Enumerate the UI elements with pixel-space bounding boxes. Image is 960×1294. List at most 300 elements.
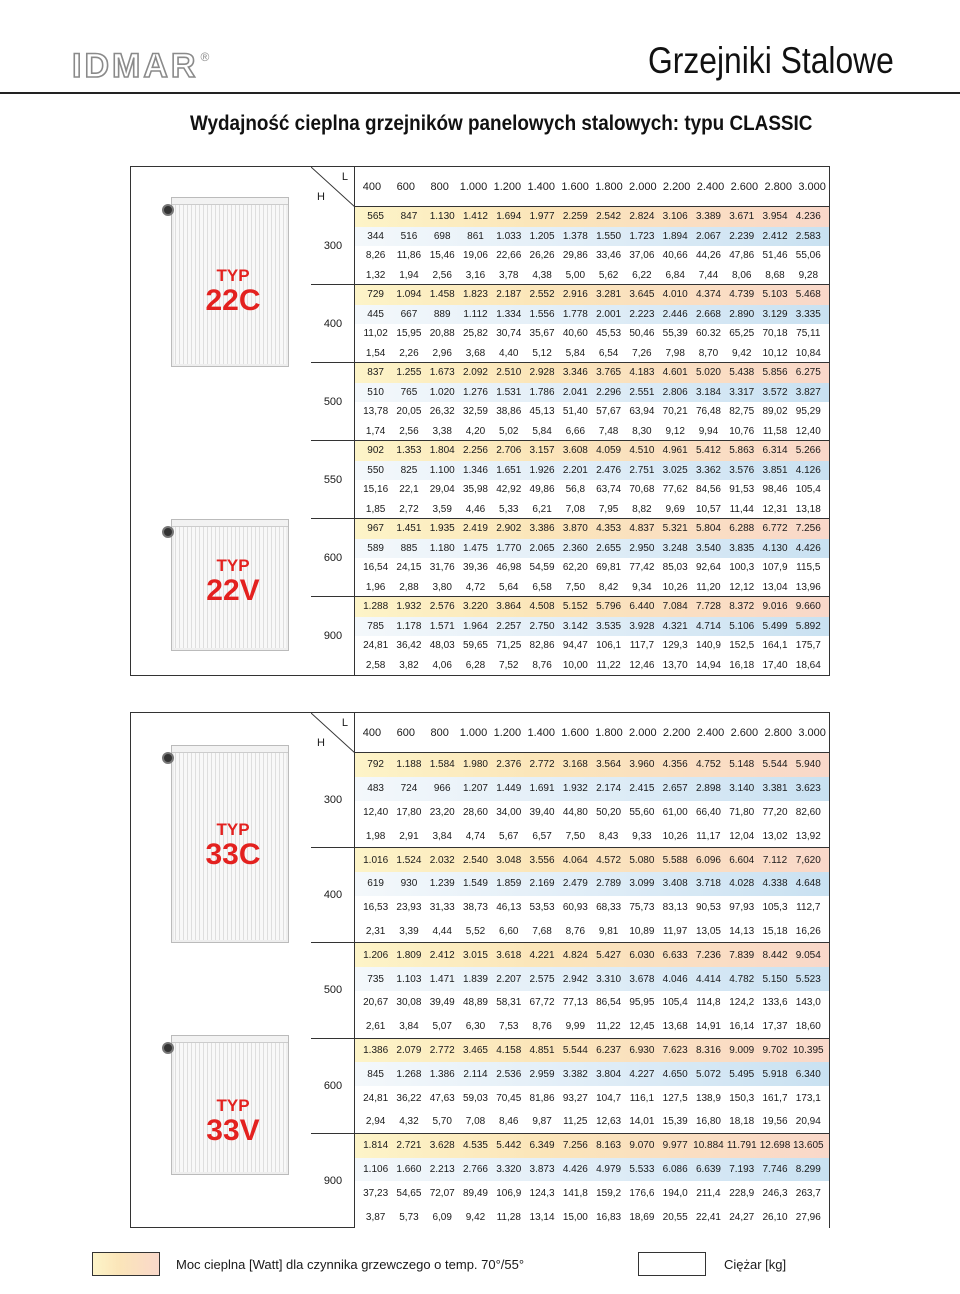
table-cell: 2.959: [529, 1068, 555, 1080]
weight-row: [355, 656, 829, 676]
table-cell: 150,3: [729, 1092, 755, 1104]
table-cell: 4.356: [662, 759, 688, 771]
table-cell: 2.536: [496, 1068, 522, 1080]
type-images-column: [131, 713, 311, 1227]
table-cell: 55,06: [795, 250, 821, 262]
type-code: 22V: [206, 574, 260, 607]
table-cell: 6,57: [532, 830, 552, 842]
table-cell: 1,32: [365, 269, 386, 281]
table-cell: 141,8: [562, 1187, 588, 1199]
table-cell: 19,06: [462, 250, 488, 262]
table-cell: 785: [367, 620, 384, 632]
table-cell: 11,17: [696, 830, 721, 842]
table-cell: 5,67: [499, 830, 519, 842]
table-cell: 8,30: [632, 425, 652, 437]
table-cell: 7,08: [565, 503, 586, 515]
table-cell: 1.276: [462, 386, 488, 398]
table-cell: 6.275: [795, 367, 821, 379]
table-cell: 4.010: [662, 289, 688, 301]
table-cell: 1.932: [396, 601, 422, 613]
table-cell: 56,8: [565, 484, 586, 496]
table-cell: 1.103: [396, 973, 422, 985]
heat-output-row: [355, 848, 829, 872]
table-cell: 1.100: [429, 464, 455, 476]
table-cell: 138,9: [695, 1092, 721, 1104]
height-column: [311, 207, 355, 675]
table-cell: 3.382: [562, 1068, 588, 1080]
table-cell: 7,68: [532, 925, 552, 937]
table-cell: 45,13: [529, 406, 555, 418]
heat-output-row: [355, 777, 829, 801]
table-cell: 2.419: [462, 523, 488, 535]
length-header-cell: 1.200: [493, 180, 522, 193]
table-cell: 3.317: [729, 386, 755, 398]
table-cell: 2.751: [629, 464, 655, 476]
table-cell: 516: [400, 230, 418, 242]
table-cell: 31,33: [429, 902, 455, 914]
table-cell: 15,00: [562, 1211, 588, 1223]
height-cell: 300: [311, 207, 355, 285]
table-cell: 4.183: [629, 367, 655, 379]
table-cell: 2,96: [432, 347, 452, 359]
table-cell: 36,42: [396, 640, 422, 652]
table-cell: 5.148: [729, 759, 755, 771]
weight-row: [355, 896, 829, 920]
table-cell: 2.928: [529, 367, 555, 379]
table-cell: 228,9: [729, 1187, 755, 1199]
table-cell: 6,60: [499, 925, 519, 937]
table-cell: 8,76: [565, 925, 586, 937]
table-cell: 5.438: [729, 367, 755, 379]
heat-output-row: [355, 305, 829, 325]
table-cell: 2.239: [729, 230, 755, 242]
table-cell: 72,07: [429, 1187, 455, 1199]
type-code: 22C: [205, 284, 261, 317]
table-cell: 44,80: [562, 806, 588, 818]
table-cell: 344: [367, 230, 384, 242]
table-cell: 1.412: [462, 211, 488, 223]
table-cell: 5.150: [762, 973, 788, 985]
table-cell: 3.623: [795, 783, 821, 795]
table-cell: 847: [400, 211, 418, 223]
type-label-33c: [163, 821, 303, 870]
table-cell: 2.223: [629, 308, 655, 320]
table-cell: 1.268: [396, 1068, 422, 1080]
table-cell: 81,86: [529, 1092, 555, 1104]
table-cell: 4,38: [532, 269, 552, 281]
table-cell: 47,63: [429, 1092, 455, 1104]
table-cell: 83,13: [662, 902, 688, 914]
table-cell: 5.427: [596, 949, 622, 961]
height-cell: 300: [311, 753, 355, 848]
corner-header: [311, 713, 355, 753]
table-cell: 2.067: [695, 230, 721, 242]
table-cell: 1.353: [396, 445, 422, 457]
table-cell: 3,80: [432, 581, 452, 593]
table-cell: 97,93: [729, 902, 755, 914]
table-cell: 2.824: [629, 211, 655, 223]
table-cell: 1.178: [396, 620, 422, 632]
table-cell: 6,21: [532, 503, 552, 515]
table-cell: 930: [400, 878, 418, 890]
table-cell: 20,88: [429, 328, 455, 340]
table-cell: 2.766: [462, 1163, 488, 1175]
table-cell: 10,00: [562, 659, 588, 671]
table-cell: 58,31: [496, 997, 522, 1009]
table-cell: 67,72: [529, 997, 555, 1009]
table-cell: 3.873: [529, 1163, 555, 1175]
table-cell: 7.623: [662, 1044, 688, 1056]
table-cell: 2.446: [662, 308, 688, 320]
heat-output-row: [355, 461, 829, 481]
table-cell: 4.028: [729, 878, 755, 890]
table-cell: 6.772: [762, 523, 788, 535]
table-cell: 3.851: [762, 464, 788, 476]
table-cell: 23,20: [429, 806, 455, 818]
table-cell: 15,46: [429, 250, 455, 262]
table-cell: 5.940: [795, 759, 821, 771]
table-cell: 5.080: [629, 854, 655, 866]
table-cell: 22,66: [496, 250, 522, 262]
length-header-cell: 1.200: [493, 726, 522, 739]
table-cell: 1.778: [562, 308, 588, 320]
table-cell: 619: [367, 878, 384, 890]
table-cell: 176,6: [629, 1187, 655, 1199]
table-cell: 9.016: [762, 601, 788, 613]
table-cell: 10.884: [693, 1140, 724, 1152]
table-cell: 116,1: [629, 1092, 655, 1104]
table-cell: 15,18: [762, 925, 788, 937]
table-cell: 1.571: [429, 620, 455, 632]
table-cell: 63,94: [629, 406, 655, 418]
table-cell: 2.187: [496, 289, 522, 301]
heat-output-row: [355, 943, 829, 967]
table-cell: 5.892: [795, 620, 821, 632]
table-cell: 2.750: [529, 620, 555, 632]
table-cell: 1.094: [396, 289, 422, 301]
table-cell: 16,53: [363, 902, 389, 914]
table-cell: 3.362: [695, 464, 721, 476]
table-cell: 94,47: [562, 640, 588, 652]
table-cell: 1,54: [365, 347, 386, 359]
table-cell: 263,7: [795, 1187, 821, 1199]
table-cell: 1,96: [365, 581, 386, 593]
length-header-cell: 1.600: [561, 726, 589, 739]
table-cell: 14,01: [629, 1116, 655, 1128]
table-cell: 75,11: [796, 328, 821, 340]
table-cell: 1.859: [496, 878, 522, 890]
table-cell: 35,98: [462, 484, 488, 496]
table-cell: 6.633: [662, 949, 688, 961]
table-cell: 95,95: [629, 997, 655, 1009]
table-cell: 13.605: [793, 1140, 824, 1152]
table-cell: 84,56: [695, 484, 721, 496]
table-cell: 5.544: [762, 759, 788, 771]
table-cell: 70,21: [662, 406, 688, 418]
height-axis-label: H: [317, 191, 325, 203]
table-cell: 4.572: [596, 854, 622, 866]
data-rows: [355, 753, 829, 1227]
table-cell: 7.112: [762, 854, 788, 866]
length-header-cell: 2.600: [730, 726, 759, 739]
table-cell: 18,18: [729, 1116, 755, 1128]
table-cell: 2.092: [462, 367, 488, 379]
table-cell: 10.395: [793, 1044, 824, 1056]
table-cell: 13,02: [762, 830, 788, 842]
table-cell: 2.412: [762, 230, 788, 242]
table-cell: 36,22: [396, 1092, 422, 1104]
radiator-22v-image: [163, 519, 303, 651]
table-cell: 49,86: [529, 484, 555, 496]
table-cell: 15,95: [396, 328, 422, 340]
table-cell: 106,1: [596, 640, 622, 652]
heat-output-row: [355, 967, 829, 991]
table-cell: 3.168: [562, 759, 588, 771]
table-cell: 7,08: [465, 1116, 486, 1128]
table-cell: 105,4: [662, 997, 688, 1009]
heat-output-row: [355, 617, 829, 637]
length-header-cell: 2.400: [696, 180, 725, 193]
table-cell: 1.839: [462, 973, 488, 985]
table-cell: 3.804: [596, 1068, 622, 1080]
length-header-cell: 800: [430, 726, 449, 739]
table-cell: 4.510: [629, 445, 655, 457]
heat-output-row: [355, 1158, 829, 1182]
table-cell: 1.112: [463, 308, 488, 320]
table-cell: 2.902: [496, 523, 522, 535]
table-cell: 5,70: [432, 1116, 452, 1128]
table-cell: 1,74: [365, 425, 386, 437]
table-cell: 2.806: [662, 386, 688, 398]
table-cell: 9,87: [532, 1116, 552, 1128]
weight-row: [355, 1110, 829, 1134]
table-cell: 61,00: [662, 806, 688, 818]
table-cell: 42,92: [496, 484, 522, 496]
table-cell: 140,9: [695, 640, 721, 652]
radiator-33c-image: [163, 745, 303, 943]
table-cell: 24,15: [396, 562, 422, 574]
table-cell: 7,44: [698, 269, 719, 281]
corner-header: [311, 167, 355, 207]
table-cell: 2.575: [529, 973, 555, 985]
table-cell: 1.770: [496, 542, 522, 554]
table-cell: 18,64: [795, 659, 821, 671]
table-cell: 8,70: [698, 347, 719, 359]
table-cell: 12,40: [795, 425, 821, 437]
table-cell: 5.103: [762, 289, 788, 301]
table-cell: 1.378: [562, 230, 588, 242]
table-cell: 10,12: [762, 347, 788, 359]
table-cell: 3.564: [596, 759, 622, 771]
table-cell: 100,3: [729, 562, 755, 574]
table-cell: 3.928: [629, 620, 655, 632]
table-cell: 18,69: [629, 1211, 655, 1223]
table-cell: 1.977: [529, 211, 555, 223]
weight-row: [355, 324, 829, 344]
length-header-cell: 600: [396, 726, 415, 739]
table-cell: 3.556: [529, 854, 555, 866]
table-cell: 4,46: [465, 503, 486, 515]
table-cell: 6.930: [629, 1044, 655, 1056]
table-cell: 1.255: [396, 367, 422, 379]
table-cell: 2.542: [596, 211, 622, 223]
table-cell: 12,45: [629, 1021, 655, 1033]
table-cell: 6.604: [729, 854, 755, 866]
table-cell: 1.016: [363, 854, 389, 866]
table-cell: 5.533: [629, 1163, 655, 1175]
table-cell: 2,72: [399, 503, 419, 515]
table-cell: 4,32: [399, 1116, 419, 1128]
table-cell: 4.158: [496, 1044, 522, 1056]
table-cell: 4.046: [662, 973, 688, 985]
table-cell: 3,39: [399, 925, 419, 937]
table-cell: 114,8: [696, 997, 721, 1009]
table-cell: 106,9: [496, 1187, 522, 1199]
table-cell: 3.618: [496, 949, 522, 961]
length-header-cell: 2.200: [662, 726, 691, 739]
table-cell: 966: [433, 783, 451, 795]
table-cell: 5,64: [499, 581, 519, 593]
table-cell: 7,48: [598, 425, 619, 437]
table-cell: 1.106: [363, 1163, 389, 1175]
table-cell: 3,38: [432, 425, 452, 437]
table-cell: 55,60: [629, 806, 655, 818]
table-cell: 902: [367, 445, 384, 457]
table-cell: 39,40: [529, 806, 555, 818]
table-cell: 2.065: [529, 542, 555, 554]
table-cell: 4.851: [529, 1044, 555, 1056]
table-cell: 16,14: [729, 1021, 755, 1033]
table-cell: 20,05: [396, 406, 422, 418]
table-cell: 1.804: [429, 445, 455, 457]
table-cell: 1.673: [429, 367, 455, 379]
weight-row: [355, 558, 829, 578]
table-cell: 29,86: [562, 250, 588, 262]
legend-weight: [638, 1250, 786, 1278]
table-cell: 1.524: [396, 854, 422, 866]
table-cell: 765: [400, 386, 418, 398]
table-cell: 7,50: [565, 830, 586, 842]
table-cell: 6.340: [795, 1068, 821, 1080]
table-cell: 57,67: [596, 406, 622, 418]
table-cell: 12,40: [363, 806, 389, 818]
table-cell: 7.193: [729, 1163, 755, 1175]
table-cell: 724: [400, 783, 418, 795]
table-cell: 124,2: [729, 997, 755, 1009]
table-cell: 3,84: [432, 830, 452, 842]
table-cell: 2.207: [496, 973, 522, 985]
table-cell: 92,64: [695, 562, 721, 574]
table-cell: 3,87: [365, 1211, 386, 1223]
table-cell: 1.239: [429, 878, 455, 890]
table-cell: 3.389: [695, 211, 721, 223]
table-cell: 211,4: [696, 1187, 721, 1199]
table-cell: 8,06: [732, 269, 752, 281]
table-cell: 53,53: [529, 902, 555, 914]
weight-row: [355, 824, 829, 848]
length-axis-label: L: [341, 717, 348, 729]
table-cell: 4.426: [562, 1163, 588, 1175]
table-cell: 107,9: [762, 562, 788, 574]
table-cell: 11,97: [663, 925, 688, 937]
height-axis-label: H: [317, 737, 325, 749]
table-cell: 3.248: [662, 542, 688, 554]
table-cell: 32,59: [462, 406, 488, 418]
table-cell: 3.346: [562, 367, 588, 379]
weight-row: [355, 500, 829, 520]
table-cell: 35,67: [529, 328, 555, 340]
header-title: Grzejniki Stalowe: [648, 40, 894, 81]
table-cell: 82,75: [729, 406, 755, 418]
table-cell: 2.257: [496, 620, 522, 632]
table-cell: 5,07: [432, 1021, 452, 1033]
table-cell: 1,94: [399, 269, 419, 281]
table-cell: 2.296: [596, 386, 622, 398]
table-cell: 9,12: [665, 425, 685, 437]
table-cell: 13,78: [363, 406, 389, 418]
table-cell: 5.804: [695, 523, 721, 535]
table-cell: 8,42: [598, 581, 619, 593]
table-cell: 2.576: [429, 601, 455, 613]
table-cell: 1.180: [429, 542, 455, 554]
table-cell: 105,4: [795, 484, 821, 496]
table-cell: 12,04: [729, 830, 755, 842]
table-cell: 45,53: [596, 328, 622, 340]
table-cell: 3.864: [496, 601, 522, 613]
table-cell: 7,50: [565, 581, 586, 593]
table-cell: 33,46: [596, 250, 622, 262]
table-cell: 10,89: [629, 925, 655, 937]
length-header-cell: 2.200: [662, 180, 691, 193]
table-cell: 7.839: [729, 949, 755, 961]
radiator-33v-image: [163, 1035, 303, 1175]
type-prefix: TYP: [216, 1096, 250, 1115]
height-cell: 400: [311, 848, 355, 943]
heat-output-row: [355, 1062, 829, 1086]
table-cell: 3.025: [662, 464, 688, 476]
table-cell: 4.426: [795, 542, 821, 554]
table-cell: 3,78: [499, 269, 519, 281]
table-cell: 7.256: [795, 523, 821, 535]
table-cell: 825: [400, 464, 418, 476]
table-cell: 48,03: [429, 640, 455, 652]
legend-weight-label: Ciężar [kg]: [724, 1256, 787, 1272]
table-cell: 3.540: [695, 542, 721, 554]
table-cell: 117,7: [629, 640, 655, 652]
weight-row: [355, 578, 829, 598]
table-cell: 4.961: [662, 445, 688, 457]
table-cell: 4.601: [662, 367, 688, 379]
length-axis-label: L: [341, 171, 348, 183]
table-cell: 159,2: [596, 1187, 622, 1199]
table-cell: 12.698: [759, 1140, 791, 1152]
table-cell: 889: [433, 308, 451, 320]
table-cell: 837: [367, 367, 384, 379]
table-cell: 3.381: [762, 783, 788, 795]
table-cell: 12,12: [729, 581, 755, 593]
table-cell: 6.314: [762, 445, 788, 457]
table-cell: 152,5: [729, 640, 755, 652]
table-cell: 2.415: [629, 783, 655, 795]
table-cell: 16,54: [363, 562, 389, 574]
table-cell: 5.495: [729, 1068, 755, 1080]
table-cell: 2,58: [365, 659, 386, 671]
table-cell: 77,20: [762, 806, 788, 818]
table-cell: 29,04: [429, 484, 455, 496]
table-cell: 698: [433, 230, 451, 242]
table-cell: 4.374: [695, 289, 721, 301]
table-cell: 8,43: [598, 830, 619, 842]
